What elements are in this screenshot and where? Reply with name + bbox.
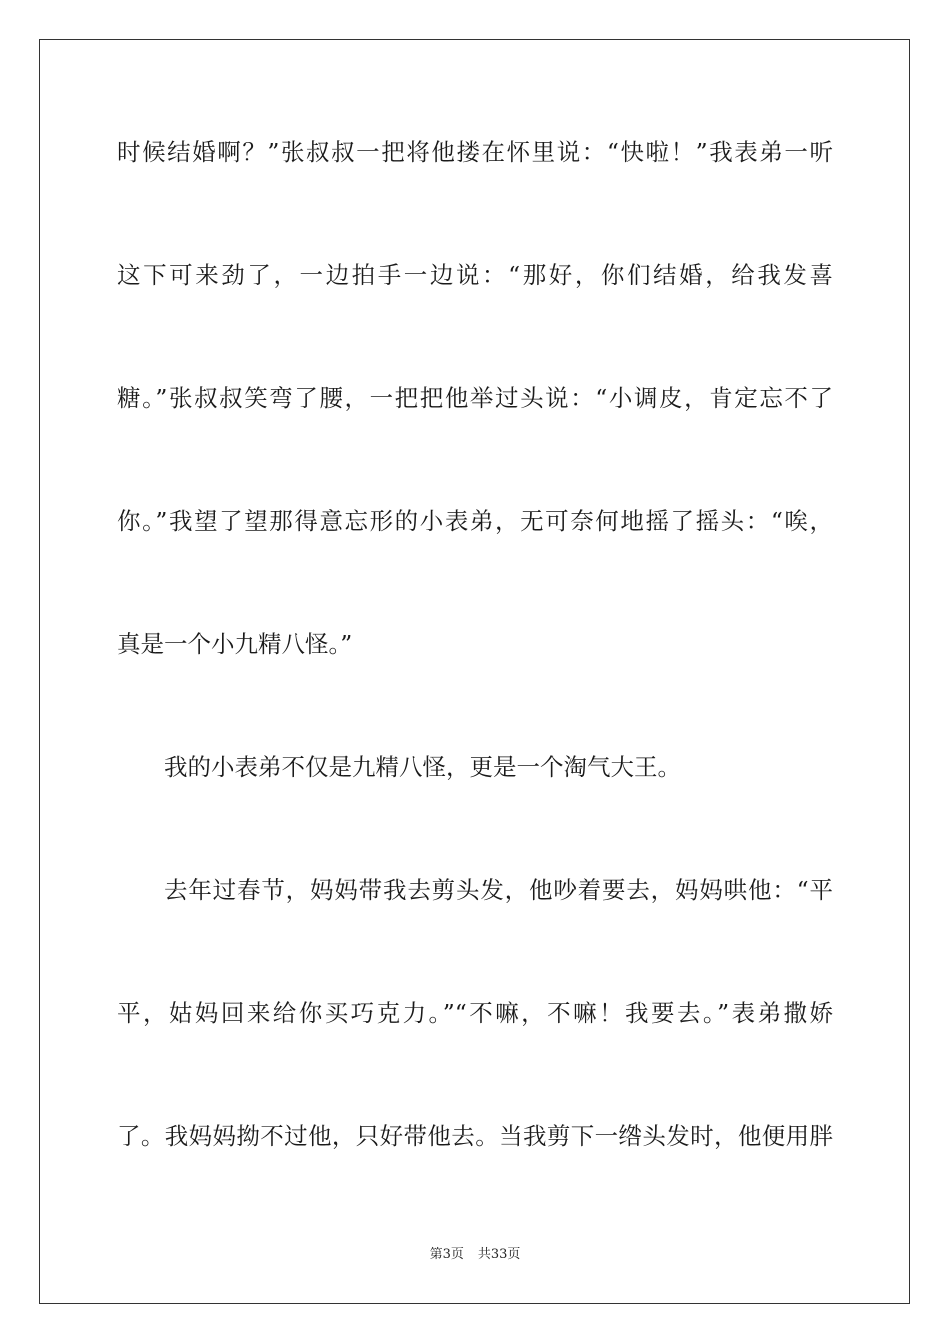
page-number: 第3页: [429, 1247, 464, 1262]
text-line: 平，姑妈回来给你买巧克力。”“不嘛，不嘛！我要去。”表弟撒娇: [117, 999, 833, 1027]
paragraph-line: 我的小表弟不仅是九精八怪，更是一个淘气大王。: [164, 753, 681, 781]
text-line: 你。”我望了望那得意忘形的小表弟，无可奈何地摇了摇头：“唉，: [117, 507, 833, 535]
text-line: 这下可来劲了，一边拍手一边说：“那好，你们结婚，给我发喜: [117, 261, 833, 289]
page-footer: [0, 1246, 950, 1264]
text-line: 糖。”张叔叔笑弯了腰，一把把他举过头说：“小调皮，肯定忘不了: [117, 384, 833, 412]
paragraph-line: 去年过春节，妈妈带我去剪头发，他吵着要去，妈妈哄他：“平: [164, 876, 833, 904]
text-line: 时候结婚啊？”张叔叔一把将他搂在怀里说：“快啦！”我表弟一听: [117, 138, 833, 166]
page-total: 共33页: [477, 1247, 521, 1262]
page-border: [39, 39, 910, 1304]
text-line: 真是一个小九精八怪。”: [117, 630, 353, 658]
text-line: 了。我妈妈拗不过他，只好带他去。当我剪下一绺头发时，他便用胖: [117, 1122, 833, 1150]
